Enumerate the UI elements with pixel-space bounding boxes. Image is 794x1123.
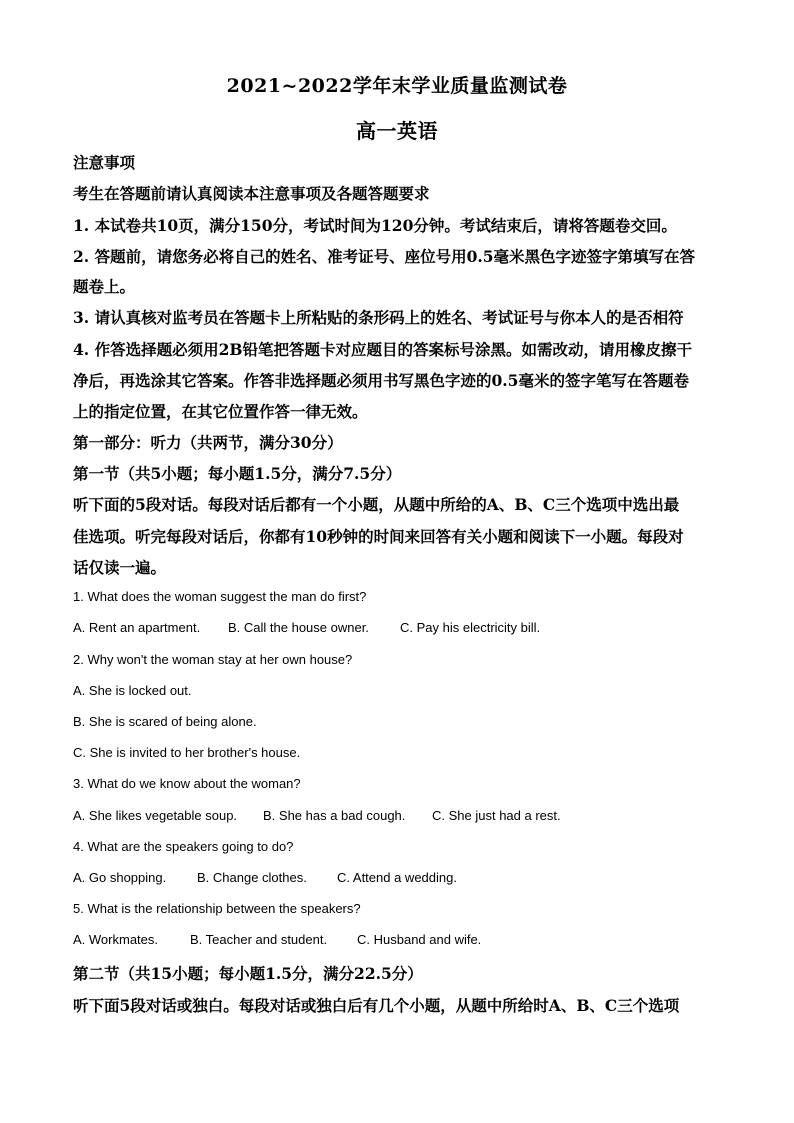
notice-intro: 考生在答题前请认真阅读本注意事项及各题答题要求 [73, 184, 430, 203]
question-3-option-b: B. She has a bad cough. [263, 808, 406, 823]
question-2-option-b: B. She is scared of being alone. [73, 714, 257, 729]
question-1-option-a: A. Rent an apartment. [73, 620, 201, 635]
section-1-directions-line-2: 佳选项。听完每段对话后，你都有10秒钟的时间来回答有关小题和阅读下一小题。每段对 [73, 527, 684, 546]
notice-item-4-line-3: 上的指定位置，在其它位置作答一律无效。 [73, 402, 368, 421]
question-1-option-b: B. Call the house owner. [228, 620, 369, 635]
notice-heading: 注意事项 [73, 153, 136, 172]
question-2-option-a: A. She is locked out. [73, 683, 192, 698]
question-4-option-b: B. Change clothes. [197, 870, 307, 885]
section-2-heading: 第二节（共15小题；每小题1.5分，满分22.5分） [73, 964, 423, 983]
question-5-option-b: B. Teacher and student. [190, 932, 328, 947]
question-1-option-c: C. Pay his electricity bill. [400, 620, 541, 635]
notice-item-1: 1. 本试卷共10页，满分150分，考试时间为120分钟。考试结束后，请将答题卷交回。 [73, 216, 677, 235]
exam-title: 2021~2022学年末学业质量监测试卷 [226, 75, 568, 97]
question-4-option-c: C. Attend a wedding. [337, 870, 457, 885]
section-1-directions-line-1: 听下面的5段对话。每段对话后都有一个小题，从题中所给的A、B、C三个选项中选出最 [73, 495, 680, 514]
section-2-directions-line-1: 听下面5段对话或独白。每段对话或独白后有几个小题，从题中所给时A、B、C三个选项 [73, 996, 680, 1015]
question-3-option-a: A. She likes vegetable soup. [73, 808, 238, 823]
question-2-stem: 2. Why won't the woman stay at her own house? [73, 652, 353, 667]
question-2-option-c: C. She is invited to her brother's house. [73, 745, 301, 760]
question-5-option-a: A. Workmates. [73, 932, 159, 947]
question-1-stem: 1. What does the woman suggest the man do first? [73, 589, 367, 604]
exam-subtitle: 高一英语 [356, 119, 438, 143]
question-4-stem: 4. What are the speakers going to do? [73, 839, 294, 854]
notice-item-2-line-1: 2. 答题前，请您务必将自己的姓名、准考证号、座位号用0.5毫米黑色字迹签字第填写在答 [73, 247, 696, 266]
question-5-stem: 5. What is the relationship between the speakers? [73, 901, 361, 916]
notice-item-3: 3. 请认真核对监考员在答题卡上所粘贴的条形码上的姓名、考试证号与你本人的是否相符 [73, 308, 684, 327]
section-1-heading: 第一节（共5小题；每小题1.5分，满分7.5分） [73, 464, 402, 483]
notice-item-2-line-2: 题卷上。 [73, 277, 136, 296]
notice-item-4-line-2: 净后，再选涂其它答案。作答非选择题必须用书写黑色字迹的0.5毫米的签字笔写在答题卷 [73, 371, 689, 390]
question-3-option-c: C. She just had a rest. [432, 808, 561, 823]
question-3-stem: 3. What do we know about the woman? [73, 776, 301, 791]
part-1-heading: 第一部分：听力（共两节，满分30分） [73, 433, 343, 452]
question-5-option-c: C. Husband and wife. [357, 932, 482, 947]
notice-item-4-line-1: 4. 作答选择题必须用2B铅笔把答题卡对应题目的答案标号涂黑。如需改动，请用橡皮擦干 [73, 340, 692, 359]
section-1-directions-line-3: 话仅读一遍。 [73, 558, 167, 577]
question-4-option-a: A. Go shopping. [73, 870, 167, 885]
